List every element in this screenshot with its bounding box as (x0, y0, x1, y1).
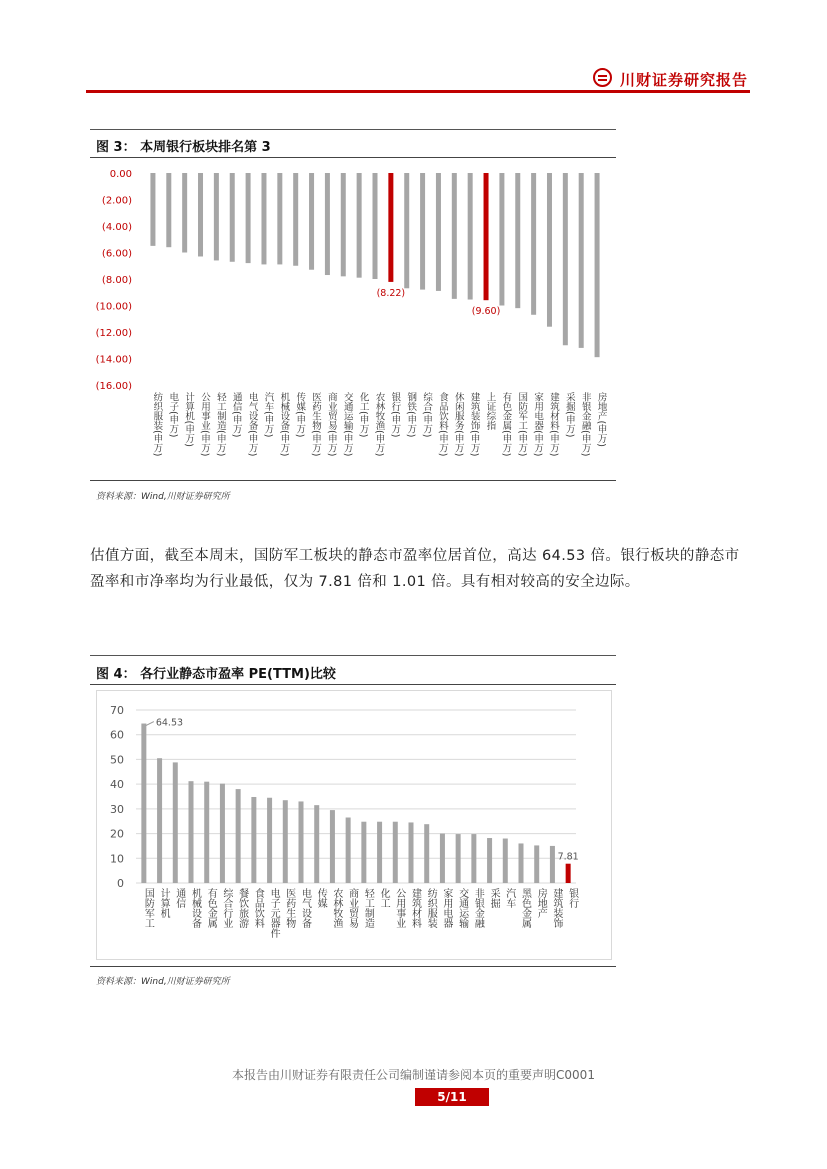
x-tick-label: 商业贸易(申万) (325, 392, 337, 457)
bar (436, 173, 441, 291)
x-tick-label: 建筑装饰 (550, 888, 562, 928)
y-tick-label: (4.00) (101, 222, 132, 233)
x-tick-label: 纺织服装(申万) (151, 392, 163, 457)
x-tick-label: 有色金属(申万) (500, 392, 512, 457)
bar (277, 173, 282, 264)
x-tick-label: 建筑材料 (409, 888, 421, 928)
bar (373, 173, 378, 279)
bar (471, 834, 476, 883)
figure3-chart (90, 160, 616, 478)
company-logo-icon (593, 68, 612, 87)
x-tick-label: 采掘 (488, 888, 500, 908)
x-tick-label: 房地产 (535, 888, 547, 918)
header-title: 川财证券研究报告 (619, 71, 748, 89)
x-tick-label: 计算机 (158, 888, 170, 918)
bar (550, 846, 555, 883)
bar (393, 822, 398, 883)
bar (499, 173, 504, 306)
bar (141, 724, 146, 883)
x-tick-label: 家用电器 (440, 888, 452, 928)
bar (515, 173, 520, 308)
bar (283, 800, 288, 883)
y-tick-label: (10.00) (95, 301, 132, 313)
bar (246, 173, 251, 263)
x-tick-label: 房地产(申万) (595, 392, 607, 447)
x-tick-label: 传媒(申万) (294, 392, 306, 438)
bar (341, 173, 346, 276)
x-tick-label: 电子元器件 (268, 888, 280, 938)
y-tick-label: (2.00) (101, 195, 132, 207)
bar (468, 173, 473, 300)
x-tick-label: 汽车 (503, 888, 515, 908)
figure4-chart (96, 690, 612, 960)
figure3-bottom-rule (90, 480, 616, 481)
x-tick-label: 交通运输(申万) (341, 392, 353, 457)
bar (566, 864, 571, 883)
x-tick-label: 机械设备(申万) (278, 392, 290, 457)
bar (220, 784, 225, 883)
x-tick-label: 黑色金属 (519, 888, 531, 928)
x-tick-label: 银行(申万) (389, 392, 401, 438)
bar (214, 173, 219, 260)
label-leader-line (146, 722, 154, 726)
bar (377, 822, 382, 883)
x-tick-label: 餐饮旅游 (236, 888, 248, 928)
bar (487, 838, 492, 883)
bar (173, 762, 178, 883)
x-tick-label: 化工 (378, 888, 390, 908)
bar (166, 173, 171, 247)
x-tick-label: 采掘(申万) (563, 392, 575, 438)
page-header (86, 62, 750, 94)
bar (595, 173, 600, 357)
bar (309, 173, 314, 270)
y-tick-label: (14.00) (95, 354, 132, 366)
x-tick-label: 国防军工 (142, 888, 154, 928)
bar (157, 758, 162, 883)
x-tick-label: 轻工制造 (362, 888, 374, 928)
bar (204, 782, 209, 883)
x-tick-label: 纺织服装 (425, 888, 437, 928)
y-tick-label: 70 (110, 704, 124, 717)
bar (236, 789, 241, 883)
y-tick-label: (6.00) (101, 248, 132, 260)
figure3-top-rule (90, 129, 616, 130)
bar (420, 173, 425, 290)
x-tick-label: 休闲服务(申万) (452, 392, 464, 457)
y-tick-label: 60 (110, 728, 124, 742)
x-tick-label: 钢铁(申万) (405, 392, 417, 438)
bar (531, 173, 536, 315)
bar (452, 173, 457, 299)
bar (330, 810, 335, 883)
bar (388, 173, 393, 282)
figure3-title-rule (90, 157, 616, 158)
figure4-title: 图 4： 各行业静态市盈率 PE(TTM)比较 (96, 667, 336, 682)
x-tick-label: 传媒 (315, 888, 327, 908)
bar (409, 822, 414, 883)
x-tick-label: 交通运输 (456, 888, 468, 928)
bar (325, 173, 330, 275)
y-tick-label: (16.00) (95, 381, 132, 392)
data-label: 64.53 (155, 717, 184, 729)
x-tick-label: 国防军工(申万) (516, 392, 528, 457)
bar (424, 824, 429, 883)
footer-disclaimer: 本报告由川财证券有限责任公司编制谨请参阅本页的重要声明C0001 (232, 1068, 595, 1082)
y-tick-label: 40 (110, 778, 124, 792)
y-tick-label: 20 (110, 827, 124, 841)
x-tick-label: 非银金融(申万) (579, 392, 591, 457)
data-label: (8.22) (376, 287, 406, 299)
figure3-title: 图 3： 本周银行板块排名第 3 (96, 140, 271, 155)
x-tick-label: 机械设备 (189, 888, 201, 928)
bar (293, 173, 298, 266)
y-tick-label: (8.00) (101, 275, 132, 286)
x-tick-label: 医药生物 (283, 888, 295, 928)
x-tick-label: 电子(申万) (167, 392, 179, 438)
x-tick-label: 综合行业 (220, 888, 232, 928)
x-tick-label: 上证综指 (484, 392, 496, 430)
figure4-title-rule (90, 684, 616, 685)
x-tick-label: 轻工制造(申万) (214, 392, 226, 457)
figure3-source: 资料来源：Wind,川财证券研究所 (96, 492, 230, 502)
bar (182, 173, 187, 253)
figure4-top-rule (90, 655, 616, 656)
bar (198, 173, 203, 256)
x-tick-label: 公用事业(申万) (199, 392, 211, 457)
y-tick-label: 10 (110, 852, 124, 866)
x-tick-label: 医药生物(申万) (310, 392, 322, 457)
data-label: 7.81 (557, 851, 579, 863)
header-rule (86, 90, 750, 93)
x-tick-label: 公用事业 (393, 888, 405, 928)
bar (251, 797, 256, 883)
x-tick-label: 综合(申万) (421, 392, 433, 438)
y-tick-label: 0 (117, 877, 124, 890)
x-tick-label: 食品饮料(申万) (436, 392, 448, 457)
bar (346, 818, 351, 883)
bar (357, 173, 362, 278)
bar (230, 173, 235, 262)
y-tick-label: 50 (110, 753, 124, 767)
y-tick-label: (12.00) (95, 328, 132, 339)
bar (361, 822, 366, 883)
body-paragraph: 估值方面，截至本周末，国防军工板块的静态市盈率位居首位，高达 64.53 倍。银行板块的静态市盈率和市净率均为行业最低，仅为 7.81 倍和 1.01 倍。具有相对较高的安全边际。 (90, 548, 740, 590)
bar (579, 173, 584, 348)
x-tick-label: 建筑材料(申万) (547, 392, 559, 457)
x-tick-label: 汽车(申万) (262, 392, 274, 438)
y-tick-label: 30 (110, 802, 124, 816)
x-tick-label: 建筑装饰(申万) (468, 392, 480, 457)
x-tick-label: 通信 (173, 888, 185, 908)
x-tick-label: 电气设备(申万) (246, 392, 258, 457)
x-tick-label: 非银金融 (472, 888, 484, 928)
bar (440, 834, 445, 883)
page-number: 5/11 (415, 1088, 489, 1106)
x-tick-label: 商业贸易 (346, 888, 358, 928)
bar (267, 798, 272, 883)
bar (456, 834, 461, 883)
bar (534, 845, 539, 883)
data-label: (9.60) (471, 306, 501, 318)
bar (503, 839, 508, 883)
bar (484, 173, 489, 300)
bar (404, 173, 409, 288)
bar (547, 173, 552, 327)
x-tick-label: 家用电器(申万) (532, 392, 544, 457)
bar (314, 805, 319, 883)
bar (519, 843, 524, 883)
x-tick-label: 有色金属 (205, 888, 217, 928)
x-tick-label: 计算机(申万) (183, 392, 195, 447)
x-tick-label: 农林牧渔 (330, 888, 342, 928)
x-tick-label: 化工(申万) (357, 392, 369, 438)
x-tick-label: 食品饮料 (252, 888, 264, 928)
y-tick-label: 0.00 (109, 169, 132, 180)
x-tick-label: 通信(申万) (230, 392, 242, 438)
bar (563, 173, 568, 345)
bar (261, 173, 266, 264)
figure4-source: 资料来源：Wind,川财证券研究所 (96, 977, 230, 987)
figure4-bottom-rule (90, 966, 616, 967)
x-tick-label: 电气设备 (299, 888, 311, 928)
bar (150, 173, 155, 246)
x-tick-label: 农林牧渔(申万) (373, 392, 385, 457)
x-tick-label: 银行 (566, 888, 578, 908)
bar (189, 781, 194, 883)
bar (299, 801, 304, 883)
